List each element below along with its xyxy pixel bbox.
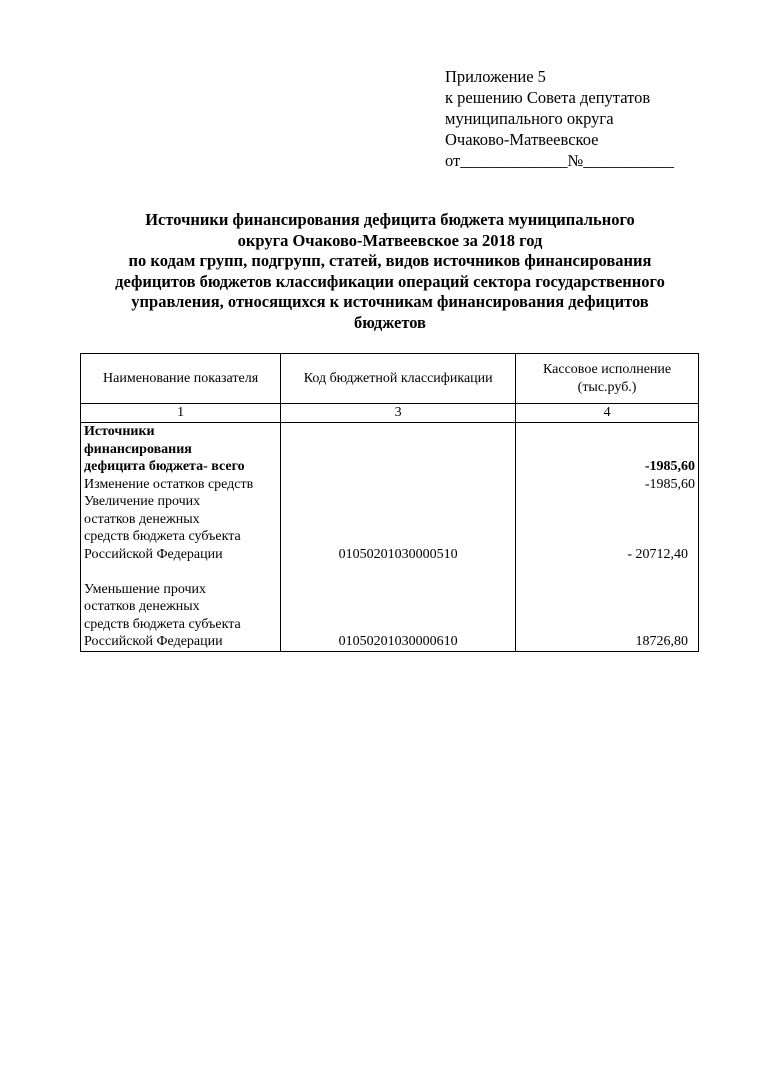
increase-label-1: Увеличение прочих bbox=[84, 494, 201, 509]
code-cell bbox=[281, 423, 516, 652]
change-amount: -1985,60 bbox=[644, 476, 695, 492]
appendix-line-2: к решению Совета депутатов bbox=[445, 88, 651, 107]
decrease-amount: 18726,80 bbox=[635, 634, 688, 649]
increase-amount: - 20712,40 bbox=[627, 546, 688, 562]
decrease-code: 01050201030000610 bbox=[338, 634, 458, 649]
title-line-2: округа Очаково-Матвеевское за 2018 год bbox=[237, 230, 543, 250]
title-line-4: дефицитов бюджетов классификации операций сектора государственного bbox=[115, 271, 665, 291]
title-line-3: по кодам групп, подгрупп, статей, видов источников финансирования bbox=[128, 251, 652, 270]
total-label-3: дефицита бюджета- всего bbox=[84, 459, 245, 474]
name-cell bbox=[81, 423, 281, 652]
total-label-1: Источники bbox=[84, 424, 155, 439]
col-number-4: 4 bbox=[516, 404, 699, 423]
appendix-line-4: Очаково-Матвеевское bbox=[445, 130, 599, 149]
total-amount: -1985,60 bbox=[644, 459, 695, 474]
header-name: Наименование показателя bbox=[81, 354, 281, 404]
header-amount: Кассовое исполнение (тыс.руб.) bbox=[516, 354, 699, 404]
col-number-3: 3 bbox=[281, 404, 516, 423]
increase-label-2: остатков денежных bbox=[84, 511, 200, 527]
decrease-label-4: Российской Федерации bbox=[84, 634, 223, 649]
decrease-label-2: остатков денежных bbox=[84, 599, 200, 614]
title-line-6: бюджетов bbox=[354, 312, 426, 332]
appendix-line-3: муниципального округа bbox=[445, 109, 614, 128]
increase-label-4: Российской Федерации bbox=[84, 546, 223, 562]
change-label: Изменение остатков средств bbox=[84, 476, 254, 492]
decrease-label-1: Уменьшение прочих bbox=[84, 581, 206, 597]
column-number-row bbox=[81, 404, 699, 423]
increase-label-3: средств бюджета субъекта bbox=[84, 529, 241, 544]
title-line-1: Источники финансирования дефицита бюджета муниципального bbox=[145, 210, 635, 229]
table-body-row bbox=[81, 423, 699, 652]
increase-code: 01050201030000510 bbox=[338, 546, 458, 562]
document-title bbox=[40, 210, 740, 333]
header-code: Код бюджетной классификации bbox=[281, 354, 516, 404]
appendix-block bbox=[445, 66, 745, 171]
financing-table bbox=[80, 353, 699, 652]
title-line-5: управления, относящихся к источникам финансирования дефицитов bbox=[131, 292, 649, 311]
amount-cell bbox=[516, 423, 699, 652]
decrease-label-3: средств бюджета субъекта bbox=[84, 616, 241, 632]
table-header-row bbox=[81, 354, 699, 404]
total-label-2: финансирования bbox=[84, 441, 192, 457]
col-number-1: 1 bbox=[81, 404, 281, 423]
appendix-line-5: от_____________№___________ bbox=[445, 151, 674, 170]
appendix-line-1: Приложение 5 bbox=[445, 67, 546, 86]
